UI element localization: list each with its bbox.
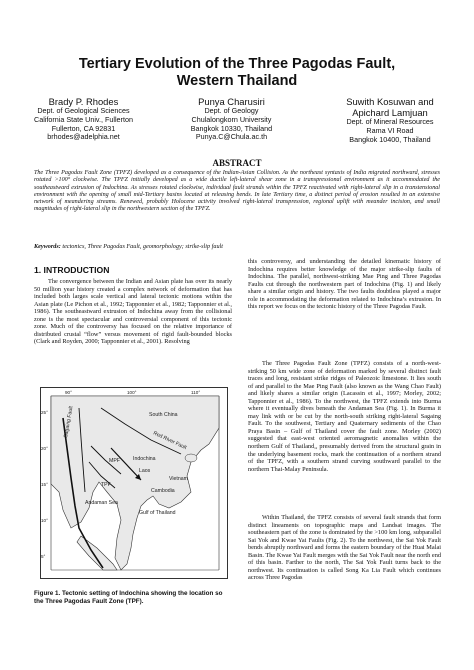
author-affiliation: Chulalongkorn University [191, 114, 272, 124]
map-label: Gulf of Thailand [139, 510, 176, 516]
map-label: Laos [139, 468, 151, 474]
author-affiliation: Dept. of Mineral Resources [346, 117, 434, 126]
lon-tick: 110° [191, 390, 201, 395]
author-name: Suwith Kosuwan and Apichard Lamjuan [346, 96, 434, 118]
paper-title [0, 56, 474, 90]
author-address: Bangkok 10330, Thailand [190, 123, 273, 133]
intro-paragraph-right-3 [248, 514, 441, 640]
author-block [34, 96, 450, 144]
author-name: Punya Charusiri [198, 96, 265, 107]
body-paragraph: Within Thailand, the TPFZ consists of several fault strands that form distinct lineaments on topographic maps and Landsat images. The southeastern part of the zone is dominated by the >100 km long, subparallel Sai Yok and Kwae Yai Faults (Fig. 2). To the northwest, the Sai Yok Fault bends abruptly northward and forms the eastern boundary of the Huai Malai Basin. The Kwae Yai Fault merges with the Sai Yok Fault near the north end of this basin. Farther to the north, The Sai Yok Fault turns back to the northwest. Its continuation is called Song Ka Lia Fault which continues across Three Pagodas [248, 514, 441, 582]
keywords [34, 243, 440, 250]
fault-label: Sagaing Fault [63, 405, 75, 439]
figure-caption: Figure 1. Tectonic setting of Indochina showing the location so the Three Pagodas Fault Zone (TPF). [34, 590, 223, 605]
author-affiliation: Dept. of Geological Sciences [37, 106, 130, 115]
title-line-1: Tertiary Evolution of the Three Pagodas Fault, [78, 56, 396, 72]
map-label: Indochina [133, 456, 156, 462]
tectonic-map [41, 388, 227, 578]
body-paragraph: The convergence between the Indian and Asian plate has over its nearly 50 million year history created a complex network of deformation that has included both larges scale vertical and lateral tectonic motions within the Asian plate (Le Pichon et al., 1992; Tapponnier et al., 1982; Tapponnier et al., 1986). The southeastward extrusion of Indochina away from the collisional zone is the most spectacular and controversial component of this tectonic zone. Much of the controversy has focused on the relative importance of distributed crustal “flow” versus movement of rigid fault-bounded blocks (Clark and Royden, 2000; Tapponnier et al., 2001). Resolving [34, 278, 232, 346]
author-address: Fullerton, CA 92831 [51, 123, 116, 133]
author-1 [34, 96, 133, 144]
lat-tick: 25° [41, 410, 48, 415]
lat-tick: 20° [41, 446, 48, 451]
body-paragraph: this controversy, and understanding the detailed kinematic history of Indochina requires better knowledge of the major strike-slip faults of Indochina. The parallel, northwest-striking Mae Ping and Three Pagodas Faults cut through the northwestern part of Indochina (Fig. 1) and likely share a similar origin and history. The two faults doubtless played a major role in accommodating the deformation related to Indochina’s extrusion. In this report we focus on the tectonic history of the Three Pagodas Fault. [248, 258, 441, 311]
author-email: Punya.C@Chula.ac.th [195, 132, 268, 142]
abstract-text: The Three Pagodas Fault Zone (TPFZ) developed as a consequence of the Indian-Asian Collision. As the northeast syntaxis of India migrated northward, stresses rotated >100° clockwise. The TPFZ initially developed as a wide ductile left-lateral shear zone in a transpressional environment as it accommodated the southeastward extrusion of Indochina. As stresses rotated clockwise, individual fault strands within the TPFZ reactivated with right-lateral slip in a transtensional environment with the opening of small mid-Tertiary basins located at releasing bends. In late Tertiary time, a distinct period of erosion resulted in an extensive network of meandering streams. Renewed, probably Holocene activity involved right-lateral transpression, regional uplift with meander incision, and small magnitudes of right-lateral slip in the northwestern section of the TPFZ. [34, 170, 440, 213]
author-2 [191, 96, 272, 144]
author-affiliation: California State Univ., Fullerton [34, 114, 133, 124]
map-label: South China [149, 412, 178, 418]
lat-tick: 10° [41, 518, 48, 523]
intro-paragraph-right-1 [248, 258, 441, 352]
abstract-heading: ABSTRACT [212, 158, 262, 168]
fault-label: MPF [109, 458, 120, 464]
hainan-island [185, 454, 197, 462]
map-label: Andaman Sea [85, 500, 118, 506]
author-address: Rama VI Road [366, 125, 414, 135]
map-label: Vietnam [169, 476, 188, 482]
lat-tick: 5° [41, 554, 46, 559]
author-address: Bangkok 10400, Thailand [349, 134, 431, 144]
author-email: brhodes@adelphia.net [47, 132, 120, 142]
sumatra-island [77, 536, 117, 570]
intro-paragraph-left [34, 278, 232, 384]
fault-label: TPF [101, 482, 111, 488]
lon-tick: 90° [65, 390, 72, 395]
title-line-2: Western Thailand [176, 73, 298, 89]
section-heading: 1. INTRODUCTION [34, 265, 110, 275]
body-paragraph: The Three Pagodas Fault Zone (TPFZ) consists of a north-west-striking 50 km wide zone of deformation marked by several distinct fault traces and long, resistant strike ridges of Paleozoic limestone. It lies south of and parallel to the Mae Ping Fault (also known as the Wang Chao Fault) and likely shares a similar origin (Lacassin et al., 1997; Morley, 2002; Tapponnier et al., 1986). To the northwest, the TPFZ extends into Burma where it eventually dives beneath the Andaman Sea (Fig. 1). In Burma it may link with or be cut by the north-south striking right-lateral Sagaing Fault. To the southwest, Tertiary and Quaternary sediments of the Chao Praya Basin – Gulf of Thailand cover the fault zone. Morley (2002) suggested that east-west oriented aeromagnetic anomalies within the northern Gulf of Thailand,, presumably derived from the structural grain in the underlying basement rocks, mark the continuation of a northern strand of the TPFZ, with a southern strand curving southward parallel to the northern Thai-Malay Peninsula. [248, 360, 441, 473]
author-name: Brady P. Rhodes [48, 96, 119, 107]
lon-tick: 100° [127, 390, 137, 395]
keywords-label: Keywords: [34, 243, 61, 250]
lat-tick: 15° [41, 482, 48, 487]
fault-label: Red River Fault [152, 430, 188, 452]
landmass [51, 396, 219, 570]
map-label: Cambodia [151, 488, 175, 494]
author-3 [330, 96, 450, 144]
intro-paragraph-right-2 [248, 360, 441, 510]
author-affiliation: Dept. of Geology [204, 106, 259, 115]
figure-1-map [40, 387, 228, 579]
keywords-text: tectonics, Three Pagodas Fault, geomorphology; strike-slip fault [62, 243, 223, 250]
